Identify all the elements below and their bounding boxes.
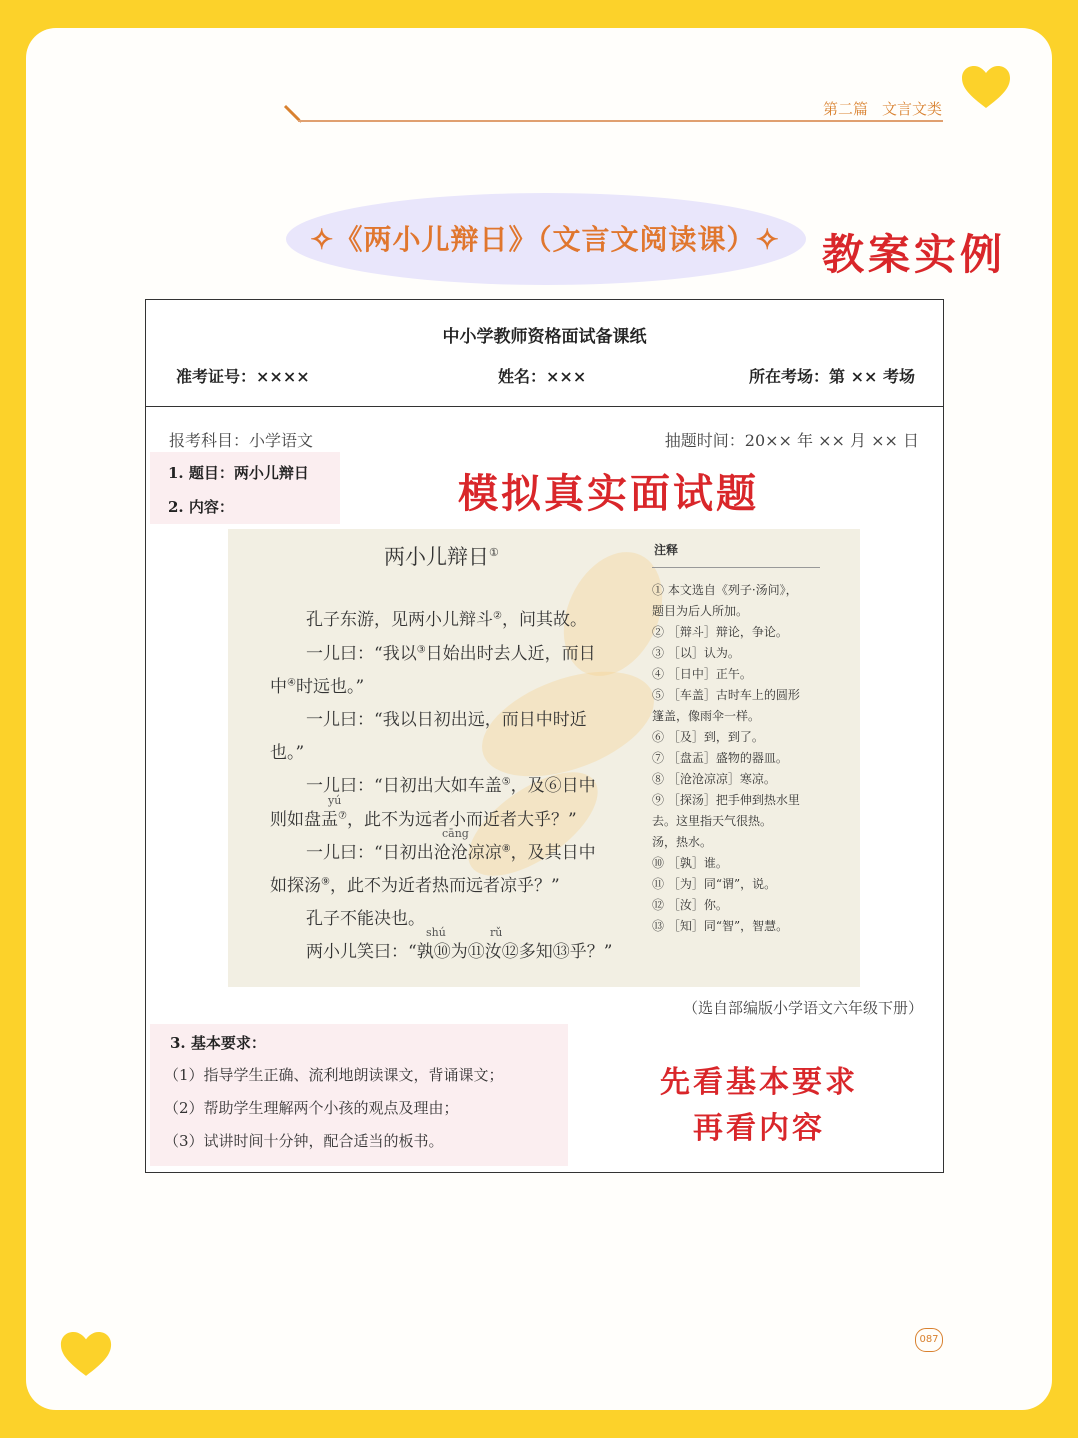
note: ⑨ ［探汤］把手伸到热水里 (652, 793, 800, 807)
classical-text-image (228, 529, 860, 987)
requirement-item: （2）帮助学生理解两个小孩的观点及理由； (164, 1099, 459, 1117)
requirement-item: （1）指导学生正确、流利地朗读课文，背诵课文； (164, 1066, 504, 1084)
advice-line-2: 再看内容 (693, 1111, 825, 1146)
form-header (146, 300, 943, 407)
note: ④ ［日中］正午。 (652, 667, 752, 681)
form-title: 中小学教师资格面试备课纸 (442, 327, 647, 347)
text-line: 一儿曰：“日初出大如车盖⑤，及⑥日中 (306, 776, 596, 796)
candidate-name: 姓名：××× (498, 367, 587, 386)
text-source: （选自部编版小学语文六年级下册） (682, 999, 923, 1017)
note: ② ［辩斗］辩论，争论。 (652, 625, 788, 639)
note: 篷盖，像雨伞一样。 (652, 709, 761, 723)
pinyin: yú (328, 794, 342, 807)
exam-form (145, 299, 944, 1173)
note: ⑤ ［车盖］古时车上的圆形 (652, 688, 800, 702)
requirements-box (150, 1024, 568, 1166)
page-number: 087 (915, 1328, 943, 1352)
note: ⑪ ［为］同“谓”，说。 (652, 877, 777, 891)
note: 题目为后人所加。 (652, 604, 749, 618)
notes-rule (652, 567, 820, 568)
text-line: 一儿曰：“我以③日始出时去人近，而日 (306, 644, 596, 664)
pinyin: shú (426, 926, 446, 939)
heart-icon (962, 66, 1010, 110)
text-line: 中④时远也。” (270, 677, 365, 697)
note: ⑦ ［盘盂］盛物的器皿。 (652, 751, 788, 765)
note: 汤，热水。 (652, 835, 713, 849)
case-example-stamp: 教案实例 (822, 230, 1007, 279)
mock-exam-stamp: 模拟真实面试题 (458, 471, 759, 517)
note: ③ ［以］认为。 (652, 646, 740, 660)
note: 去。这里指天气很热。 (652, 814, 773, 828)
draw-time: 抽题时间：20×× 年 ×× 月 ×× 日 (664, 431, 919, 450)
subject: 报考科目：小学语文 (169, 431, 314, 450)
header-rule (298, 120, 943, 122)
topic: 1. 题目：两小儿辩日 (168, 464, 309, 482)
pinyin: rǔ (490, 926, 503, 939)
requirement-item: （3）试讲时间十分钟，配合适当的板书。 (164, 1132, 444, 1150)
text-line: 也。” (270, 743, 305, 763)
advice-line-1: 先看基本要求 (660, 1065, 858, 1100)
note: ⑬ ［知］同“智”，智慧。 (652, 919, 789, 933)
text-line: 一儿曰：“我以日初出远，而日中时近 (306, 710, 587, 730)
notes-title: 注释 (654, 543, 679, 557)
text-line: 一儿曰：“日初出沧沧凉凉⑧，及其日中 (306, 843, 596, 863)
advice-stamp (650, 1060, 868, 1152)
topic-box (150, 452, 340, 524)
chapter-name: 文言文类 (881, 100, 942, 118)
pinyin: cāng (442, 827, 469, 840)
exam-id: 准考证号：×××× (176, 367, 310, 386)
requirements-label: 3. 基本要求： (170, 1034, 266, 1052)
text-line: 孔子东游，见两小儿辩斗②，问其故。 (306, 610, 587, 630)
note: ⑩ ［孰］谁。 (652, 856, 728, 870)
note: ⑫ ［汝］你。 (652, 898, 728, 912)
lesson-title: ✧《两小儿辩日》（文言文阅读课）✧ (310, 223, 780, 256)
text-line: 如探汤⑨，此不为近者热而远者凉乎？” (270, 876, 560, 896)
heart-icon (60, 1332, 112, 1378)
chapter-number: 第二篇 (822, 100, 868, 118)
exam-site: 所在考场：第 ×× 考场 (749, 367, 915, 386)
note: ⑧ ［沧沧凉凉］寒凉。 (652, 772, 776, 786)
content-label: 2. 内容： (168, 498, 234, 516)
chapter-label (823, 98, 942, 119)
note: ① 本文选自《列子·汤问》， (652, 583, 798, 597)
text-line: 孔子不能决也。 (306, 909, 425, 929)
text-title: 两小儿辩日① (384, 545, 499, 569)
text-line: 两小儿笑曰：“孰⑩为⑪汝⑫多知⑬乎？” (306, 942, 613, 962)
text-line: 则如盘盂⑦，此不为远者小而近者大乎？” (270, 810, 577, 830)
note: ⑥ ［及］到，到了。 (652, 730, 764, 744)
